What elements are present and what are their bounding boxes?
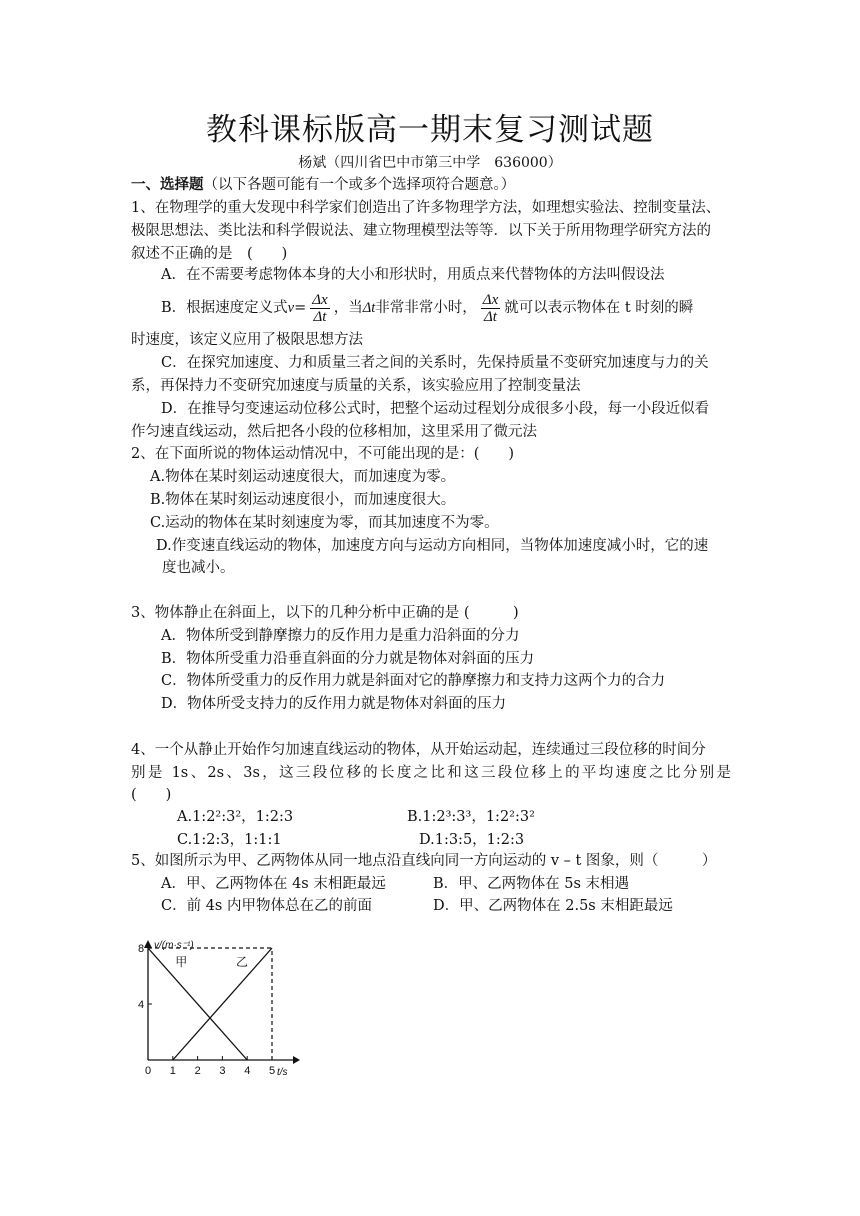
q1-stem-line-2: 极限思想法、类比法和科学假说法、建立物理模型法等等．以下关于所用物理学研究方法的 (131, 223, 711, 239)
q4-stem-line-1: 4、一个从静止开始作匀加速直线运动的物体，从开始运动起，连续通过三段位移的时间分 (131, 742, 706, 758)
fraction-numerator-2: Δx (482, 291, 499, 308)
q3-option-b: B．物体所受重力沿垂直斜面的分力就是物体对斜面的压力 (161, 651, 535, 667)
q3-option-d: D．物体所受支持力的反作用力就是物体对斜面的压力 (161, 696, 507, 712)
q4-option-a: A.1:2²:3²，1:2:3 (177, 809, 294, 825)
y-axis-label: v/(m·s⁻¹) (154, 940, 194, 951)
q1-option-d-line-1: D．在推导匀变速运动位移公式时，把整个运动过程划分成很多小段，每一小段近似看 (161, 401, 710, 417)
q1-option-b-prefix: B．根据速度定义式 (161, 300, 288, 316)
delta-t-symbol: Δt (362, 300, 376, 316)
q1-option-b-cont: 时速度，该定义应用了极限思想方法 (131, 332, 363, 348)
y-axis-arrow (144, 940, 152, 948)
q1-stem-line-3: 叙述不正确的是 ( ) (131, 246, 288, 262)
q4-stem-line-2: 别是 1s、2s、3s，这三段位移的长度之比和这三段位移上的平均速度之比分别是 (131, 765, 731, 781)
q3-stem: 3、物体静止在斜面上，以下的几种分析中正确的是 ( ) (131, 605, 519, 621)
q1-option-b-suffix: 就可以表示物体在 t 时刻的瞬 (504, 300, 694, 316)
x-tick-label-1: 1 (169, 1065, 176, 1077)
q4-option-b: B.1:2³:3³，1:2²:3² (407, 809, 535, 825)
q4-option-c: C.1:2:3，1:1:1 (177, 832, 282, 848)
q2-stem: 2、在下面所说的物体运动情况中，不可能出现的是：( ) (131, 446, 515, 462)
x-axis-arrow (293, 1056, 300, 1064)
q1-stem-line-1: 1、在物理学的重大发现中科学家们创造出了许多物理学方法，如理想实验法、控制变量法、 (131, 200, 721, 216)
series-label-0: 甲 (175, 955, 188, 970)
vt-graph (128, 935, 303, 1080)
q1-option-d-line-2: 作匀速直线运动，然后把各小段的位移相加，这里采用了微元法 (131, 424, 537, 440)
q2-option-b: B.物体在某时刻运动速度很小，而加速度很大。 (150, 492, 456, 508)
q1-option-b-mid1: ，当 (333, 300, 363, 316)
q2-option-a: A.物体在某时刻运动速度很大，而加速度为零。 (150, 469, 456, 485)
fraction-dx-dt-2 (481, 292, 500, 325)
q3-option-c: C．物体所受重力的反作用力就是斜面对它的静摩擦力和支持力这两个力的合力 (161, 673, 666, 689)
series-line-1 (173, 948, 272, 1060)
q5-option-b: B．甲、乙两物体在 5s 末相遇 (433, 876, 630, 892)
x-tick-label-4: 4 (244, 1065, 251, 1077)
q5-option-a: A．甲、乙两物体在 4s 末相距最远 (161, 876, 386, 892)
y-tick-label-0: 4 (138, 999, 145, 1011)
q1-option-a: A．在不需要考虑物体本身的大小和形状时，用质点来代替物体的方法叫假设法 (161, 267, 665, 283)
q1-option-c-line-1: C．在探究加速度、力和质量三者之间的关系时，先保持质量不变研究加速度与力的关 (161, 355, 709, 371)
q5-option-c: C．前 4s 内甲物体总在乙的前面 (161, 898, 372, 914)
x-tick-label-5: 5 (269, 1065, 276, 1077)
fraction-dx-dt (310, 292, 329, 325)
q5-option-d: D．甲、乙两物体在 2.5s 末相距最远 (433, 898, 673, 914)
q1-option-b (161, 288, 693, 328)
fraction-numerator: Δx (312, 291, 328, 308)
author-line: 杨斌（四川省巴中市第三中学 636000） (298, 155, 562, 171)
y-tick-label-1: 8 (138, 943, 145, 955)
section-note: （以下各题可能有一个或多个选择项符合题意。） (203, 177, 516, 193)
q2-option-c: C.运动的物体在某时刻速度为零，而其加速度不为零。 (150, 515, 499, 531)
velocity-symbol: v (287, 300, 295, 316)
series-label-1: 乙 (236, 955, 249, 970)
x-tick-label-3: 3 (219, 1065, 226, 1077)
series-line-0 (148, 948, 247, 1060)
fraction-denominator-2: Δt (484, 308, 497, 325)
q5-stem: 5、如图所示为甲、乙两物体从同一地点沿直线向同一方向运动的 v – t 图象，则（ ） (131, 853, 717, 869)
q4-stem-line-3: ( ) (131, 787, 172, 803)
section-heading (131, 176, 515, 194)
q1-option-b-mid2: 非常非常小时， (375, 300, 477, 316)
x-tick-label-2: 2 (194, 1065, 201, 1077)
q1-option-c-line-2: 系，再保持力不变研究加速度与质量的关系，该实验应用了控制变量法 (131, 378, 581, 394)
x-tick-label-0: 0 (145, 1065, 152, 1077)
q2-option-d-line-2: 度也减小。 (162, 560, 235, 576)
equals-sign: = (294, 300, 307, 316)
q4-option-d: D.1:3:5，1:2:3 (419, 832, 525, 848)
q2-option-d-line-1: D.作变速直线运动的物体，加速度方向与运动方向相同，当物体加速度减小时，它的速 (156, 538, 709, 554)
x-axis-label: t/s (277, 1067, 288, 1078)
page-title: 教科课标版高一期末复习测试题 (206, 112, 654, 148)
section-label: 一、选择题 (131, 176, 204, 193)
q3-option-a: A．物体所受到静摩擦力的反作用力是重力沿斜面的分力 (161, 628, 520, 644)
fraction-denominator: Δt (313, 308, 327, 325)
